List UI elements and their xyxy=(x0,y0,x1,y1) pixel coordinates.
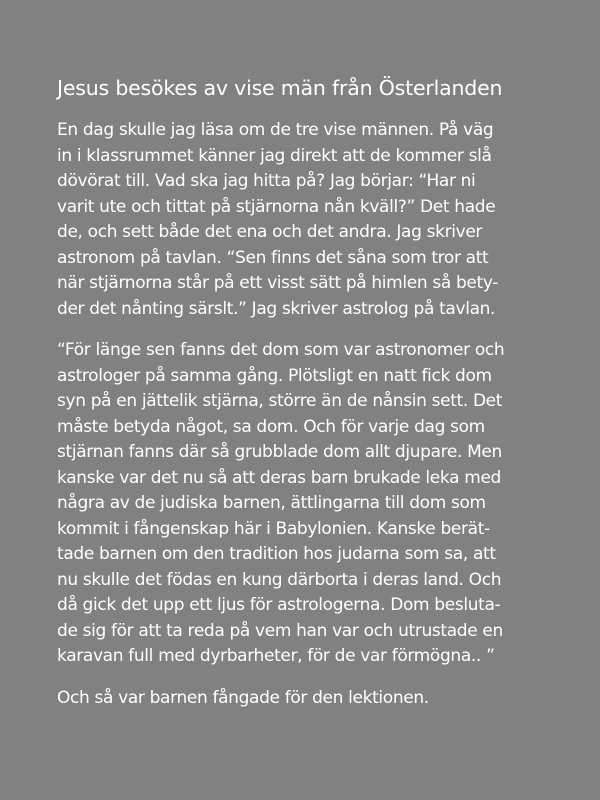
paragraph-3 xyxy=(57,686,557,712)
paragraph-line: måste betyda något, sa dom. Och för varje dag som xyxy=(57,416,485,437)
paragraph-line: några av de judiska barnen, ättlingarna till dom som xyxy=(57,493,486,513)
paragraph-line: “För länge sen fanns det dom som var astronomer och xyxy=(57,340,505,360)
paragraph-line: Och så var barnen fångade för den lektionen. xyxy=(57,687,429,708)
paragraph-line: astronom på tavlan. “Sen finns det såna som tror att xyxy=(57,247,489,268)
paragraph-line: då gick det upp ett ljus för astrologerna. Dom besluta- xyxy=(57,595,501,615)
paragraph-line: in i klassrummet känner jag direkt att de kommer slå xyxy=(57,145,492,166)
paragraph-line: varit ute och tittat på stjärnorna nån kväll?” Det hade xyxy=(57,196,496,217)
paragraph-line: der det nånting särslt.” Jag skriver astrolog på tavlan. xyxy=(57,298,496,319)
paragraph-line: de sig för att ta reda på vem han var och utrustade en xyxy=(57,620,503,641)
paragraph-line: kommit i fångenskap här i Babylonien. Kanske berät- xyxy=(57,518,490,539)
article xyxy=(57,72,557,727)
paragraph-line: syn på en jättelik stjärna, större än de nånsin sett. Det xyxy=(57,391,503,411)
paragraph-line: astrologer på samma gång. Plötsligt en natt fick dom xyxy=(57,365,492,386)
paragraph-line: dövörat till. Vad ska jag hitta på? Jag börjar: “Har ni xyxy=(57,171,476,191)
paragraph-line: kanske var det nu så att deras barn brukade leka med xyxy=(57,467,501,488)
paragraph-line: tade barnen om den tradition hos judarna som sa, att xyxy=(57,544,496,564)
paragraph-line: stjärnan fanns där så grubblade dom allt djupare. Men xyxy=(57,442,502,462)
paragraph-line: karavan full med dyrbarheter, för de var förmögna.. ” xyxy=(57,646,495,666)
article-title: Jesus besökes av vise män från Österlanden xyxy=(57,76,503,100)
paragraph-line: de, och sett både det ena och det andra. Jag skriver xyxy=(57,222,483,242)
paragraph-line: nu skulle det födas en kung därborta i deras land. Och xyxy=(57,569,502,590)
paragraph-2 xyxy=(57,338,557,670)
paragraph-1 xyxy=(57,118,557,322)
paragraph-line: En dag skulle jag läsa om de tre vise männen. På väg xyxy=(57,120,494,140)
paragraph-line: när stjärnorna står på ett visst sätt på himlen så bety- xyxy=(57,273,499,293)
